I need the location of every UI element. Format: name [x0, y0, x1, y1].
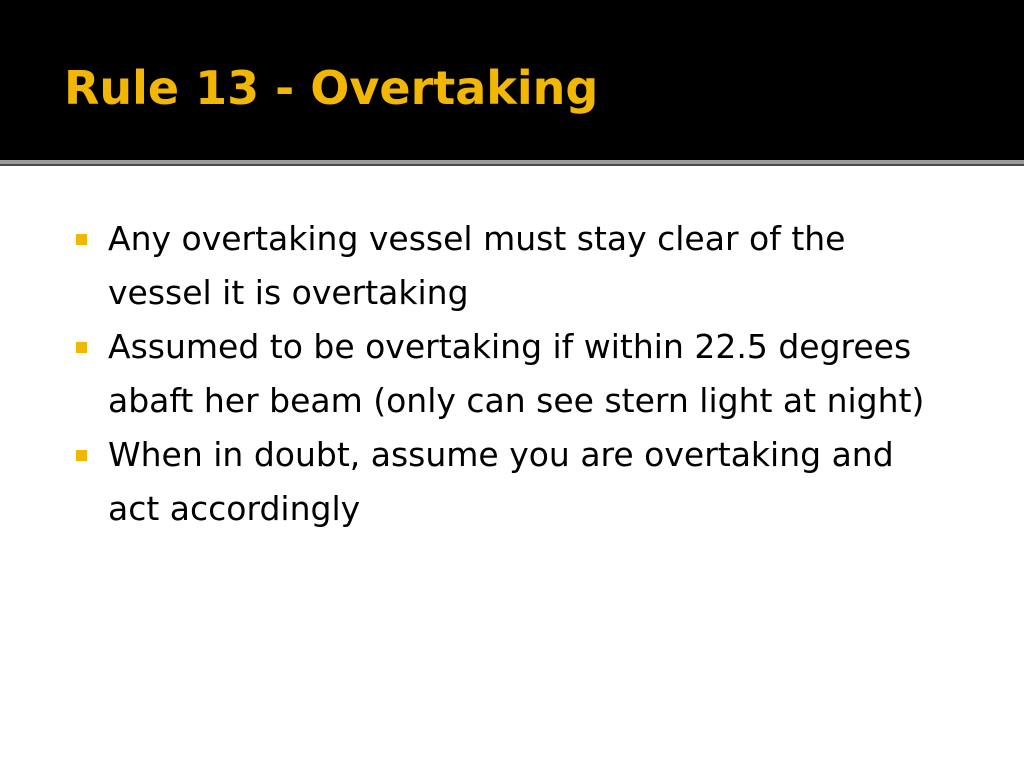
square-bullet-icon	[76, 234, 87, 245]
square-bullet-icon	[76, 450, 87, 461]
bullet-text: Any overtaking vessel must stay clear of the vessel it is overtaking	[108, 219, 846, 312]
bullet-text: Assumed to be overtaking if within 22.5 degrees abaft her beam (only can see stern light at night)	[108, 327, 925, 420]
bullet-item	[72, 428, 952, 536]
bullet-list	[72, 212, 952, 536]
slide-title: Rule 13 - Overtaking	[64, 61, 599, 115]
square-bullet-icon	[76, 342, 87, 353]
bullet-item	[72, 212, 952, 320]
bullet-text: When in doubt, assume you are overtaking and act accordingly	[108, 435, 894, 528]
title-band	[0, 0, 1024, 160]
title-divider-shadow	[0, 164, 1024, 166]
bullet-item	[72, 320, 952, 428]
